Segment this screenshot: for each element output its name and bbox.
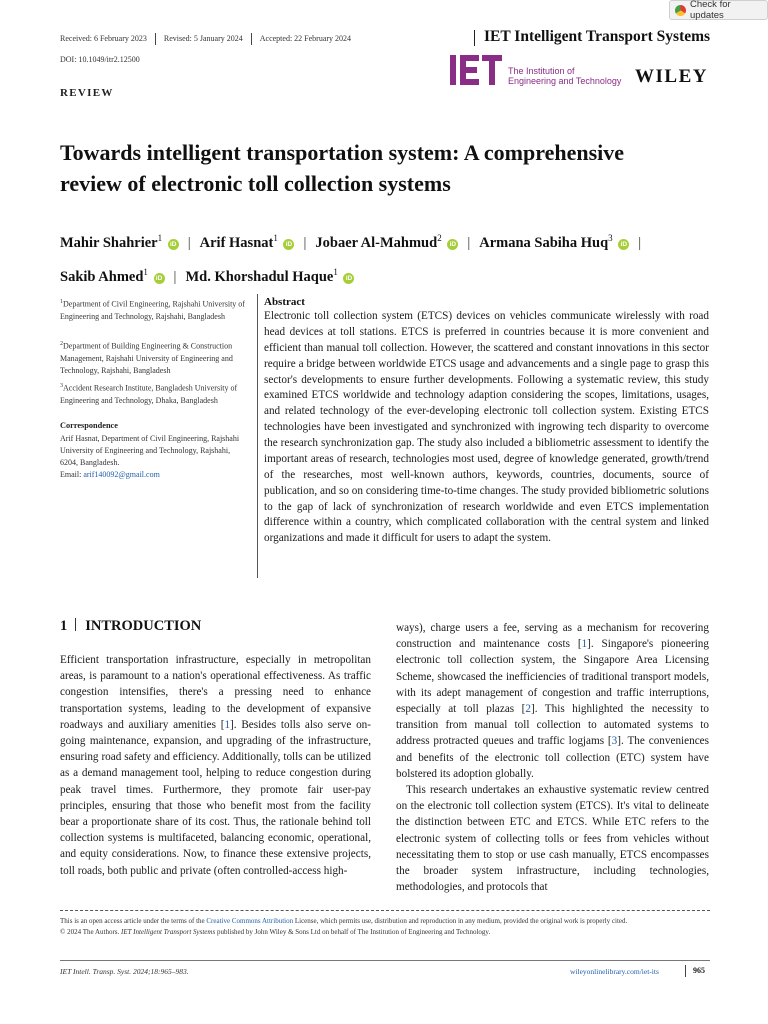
footnote-rule [60, 910, 710, 911]
journal-title: IET Intelligent Transport Systems [484, 28, 711, 45]
intro-right-column [396, 620, 709, 895]
article-type: REVIEW [60, 87, 114, 99]
author[interactable]: Arif Hasnat$^1$ iD [200, 235, 295, 251]
author[interactable]: Sakib Ahmed$^1$ iD [60, 269, 165, 285]
date-divider [155, 33, 156, 45]
page-number: 965 [693, 966, 705, 975]
author[interactable]: Jobaer Al-Mahmud$^2$ iD [315, 235, 458, 251]
affiliation: $^2$Department of Building Engineering & Construction Management, Rajshahi University of Engineering and Technology, Rajshahi, Bangladesh [60, 341, 233, 375]
page-footer-rule [60, 960, 710, 961]
accepted-date: Accepted: 22 February 2024 [259, 34, 352, 43]
intro-paragraph: This research undertakes an exhaustive systematic review centred on the electronic toll collection system (ETCS). It's vital to delineate the distinction between ETC and ETCS. While ETC refers to the electronic system of collecting tolls or fees from vehicles without necessitating them to stop or use cash manually, ETCS encompasses the broader system infrastructure, including technologies, methodologies, and protocols that [396, 784, 709, 894]
intro-paragraph: ways), charge users a fee, serving as a mechanism for recovering construction and maintenance costs [1]. Singapore's pioneering electronic toll collection system, the Singapore Area Licensing Scheme, showcased the inefficiencies of traditional transport models, with its adept management of congestion and traffic interruptions, especially at toll plazas [2]. This highlighted the necessity to transition from manual toll collection to automated systems to address protracted queues and traffic logjams [3]. The conveniences and benefits of the electronic toll collection (ETC) system have bolstered its adoption globally. [396, 622, 709, 780]
received-date: Received: 6 February 2023 [60, 34, 147, 43]
paper-title: Towards intelligent transportation system: A comprehensive review of electronic toll collection systems [60, 140, 625, 196]
orcid-icon[interactable]: iD [618, 239, 629, 250]
abstract-text: Electronic toll collection system (ETCS) devices on vehicles communicate wirelessly with road head devices at toll stations. ETCS is preferred in countries because it is more convenient and efficient than manual toll collection. However, the scattered and constant innovations in this sector require a bridge between worldwide ETCS usage and advancements and a single page to grasp this sector's developments to ensure further developments. Following a systematic review, this study examined ETCS worldwide and technology adaption considering the scopes, limitations, usages, and related technology of the ever-developing electronic toll collection system. Existing ETCS technologies have been investigated and synchronized with ingrowing tech disparity to overcome the research synchronization gap. The study also included a bibliometric assessment to identify the important areas of research, technologies most used, degree of knowledge generated, growth/trend of the researches, most well-known authors, keywords, countries, documents, source of publication, and so on considering time-to-time changes. The study provided bibliometric solutions to the gap of lack of synchronization of research worldwide and even ETCS implementation difference within a country, which complicated collaboration with the central system and linked organizations and made it difficult for users to adapt the system. [264, 310, 709, 545]
orcid-icon[interactable]: iD [154, 273, 165, 284]
footer-divider [685, 965, 686, 977]
wiley-logo: WILEY [635, 66, 708, 87]
article-dates [60, 34, 351, 45]
author[interactable]: Md. Khorshadul Haque$^1$ iD [185, 269, 354, 285]
license-note: This is an open access article under the terms of the Creative Commons Attribution License, which permits use, distribution and reproduction in any medium, provided the original work is properly cited. © 2024 The Authors. IET Intelligent Transport Systems published by John Wiley & Sons Ltd on behalf of The Institution of Engineering and Technology. [60, 917, 628, 936]
affiliation: $^3$Accident Research Institute, Bangladesh University of Engineering and Technology, Dhaka, Bangladesh [60, 383, 238, 405]
author-list: Mahir Shahrier$^1$ iD | Arif Hasnat$^1$ iD | Jobaer Al-Mahmud$^2$ iD | Armana Sabiha Huq$^3$ iD | Sakib Ahmed$^1$ iD | Md. Khorshadul Haque$^1$ iD [60, 233, 642, 285]
iet-institution-name: The Institution of Engineering and Technology [508, 66, 622, 86]
citation-link[interactable]: 1 [224, 718, 231, 731]
correspondence-heading: Correspondence [60, 421, 118, 430]
journal-divider [474, 30, 475, 46]
doi[interactable]: DOI: 10.1049/itr2.12500 [60, 55, 140, 64]
crossmark-icon [675, 5, 686, 16]
journal-url-link[interactable]: wileyonlinelibrary.com/iet-its [570, 967, 659, 976]
affiliation: $^1$Department of Civil Engineering, Rajshahi University of Engineering and Technology, Rajshahi, Bangladesh [60, 299, 245, 321]
orcid-icon[interactable]: iD [283, 239, 294, 250]
citation-link[interactable]: 3 [611, 735, 618, 748]
intro-left-column [60, 652, 371, 879]
check-for-updates-label: Check for updates [690, 0, 731, 21]
orcid-icon[interactable]: iD [343, 273, 354, 284]
citation-link[interactable]: 1 [581, 638, 588, 651]
cc-license-link[interactable]: Creative Commons Attribution [206, 917, 294, 925]
email-link[interactable]: arif140092@gmail.com [83, 470, 160, 479]
orcid-icon[interactable]: iD [168, 239, 179, 250]
citation-line: IET Intell. Transp. Syst. 2024;18:965–983. [60, 967, 189, 976]
correspondence-details: Arif Hasnat, Department of Civil Engineering, Rajshahi University of Engineering and Technology, Rajshahi, 6204, Bangladesh. Email: arif140092@gmail.com [60, 434, 240, 479]
intro-paragraph: Efficient transportation infrastructure, especially in metropolitan areas, is paramount to a nation's operational effectiveness. As traffic congestion intensifies, there's a pressing need to enhance transportation systems, leading to the development of expansive roadways and auxiliary amenities [1]. Besides tolls also serve on-going maintenance, expansion, and upgrading of the infrastructure, ensuring road safety and efficiency. Additionally, tolls can be utilized as a demand management tool, helping to reduce congestion during peak travel times. Furthermore, they promote fair user-pay principles, ensuring that those who benefit most from the facility bear a proportionate share of its cost. Thus, the rationale behind toll collection systems is multifaceted, balancing economic, operational, and equity considerations. Now, to finance these extensive projects, toll roads, both public and private (often controlled-access high- [60, 654, 372, 877]
check-for-updates-button[interactable] [669, 0, 768, 20]
citation-link[interactable]: 2 [525, 703, 531, 716]
orcid-icon[interactable]: iD [447, 239, 458, 250]
author[interactable]: Armana Sabiha Huq$^3$ iD [479, 235, 629, 251]
abstract-heading: Abstract [264, 296, 305, 308]
revised-date: Revised: 5 January 2024 [163, 34, 243, 43]
iet-logo [450, 55, 502, 85]
section-heading: 1 INTRODUCTION [60, 618, 202, 634]
author[interactable]: Mahir Shahrier$^1$ iD [60, 235, 179, 251]
date-divider [251, 33, 252, 45]
abstract-rule [257, 294, 258, 578]
